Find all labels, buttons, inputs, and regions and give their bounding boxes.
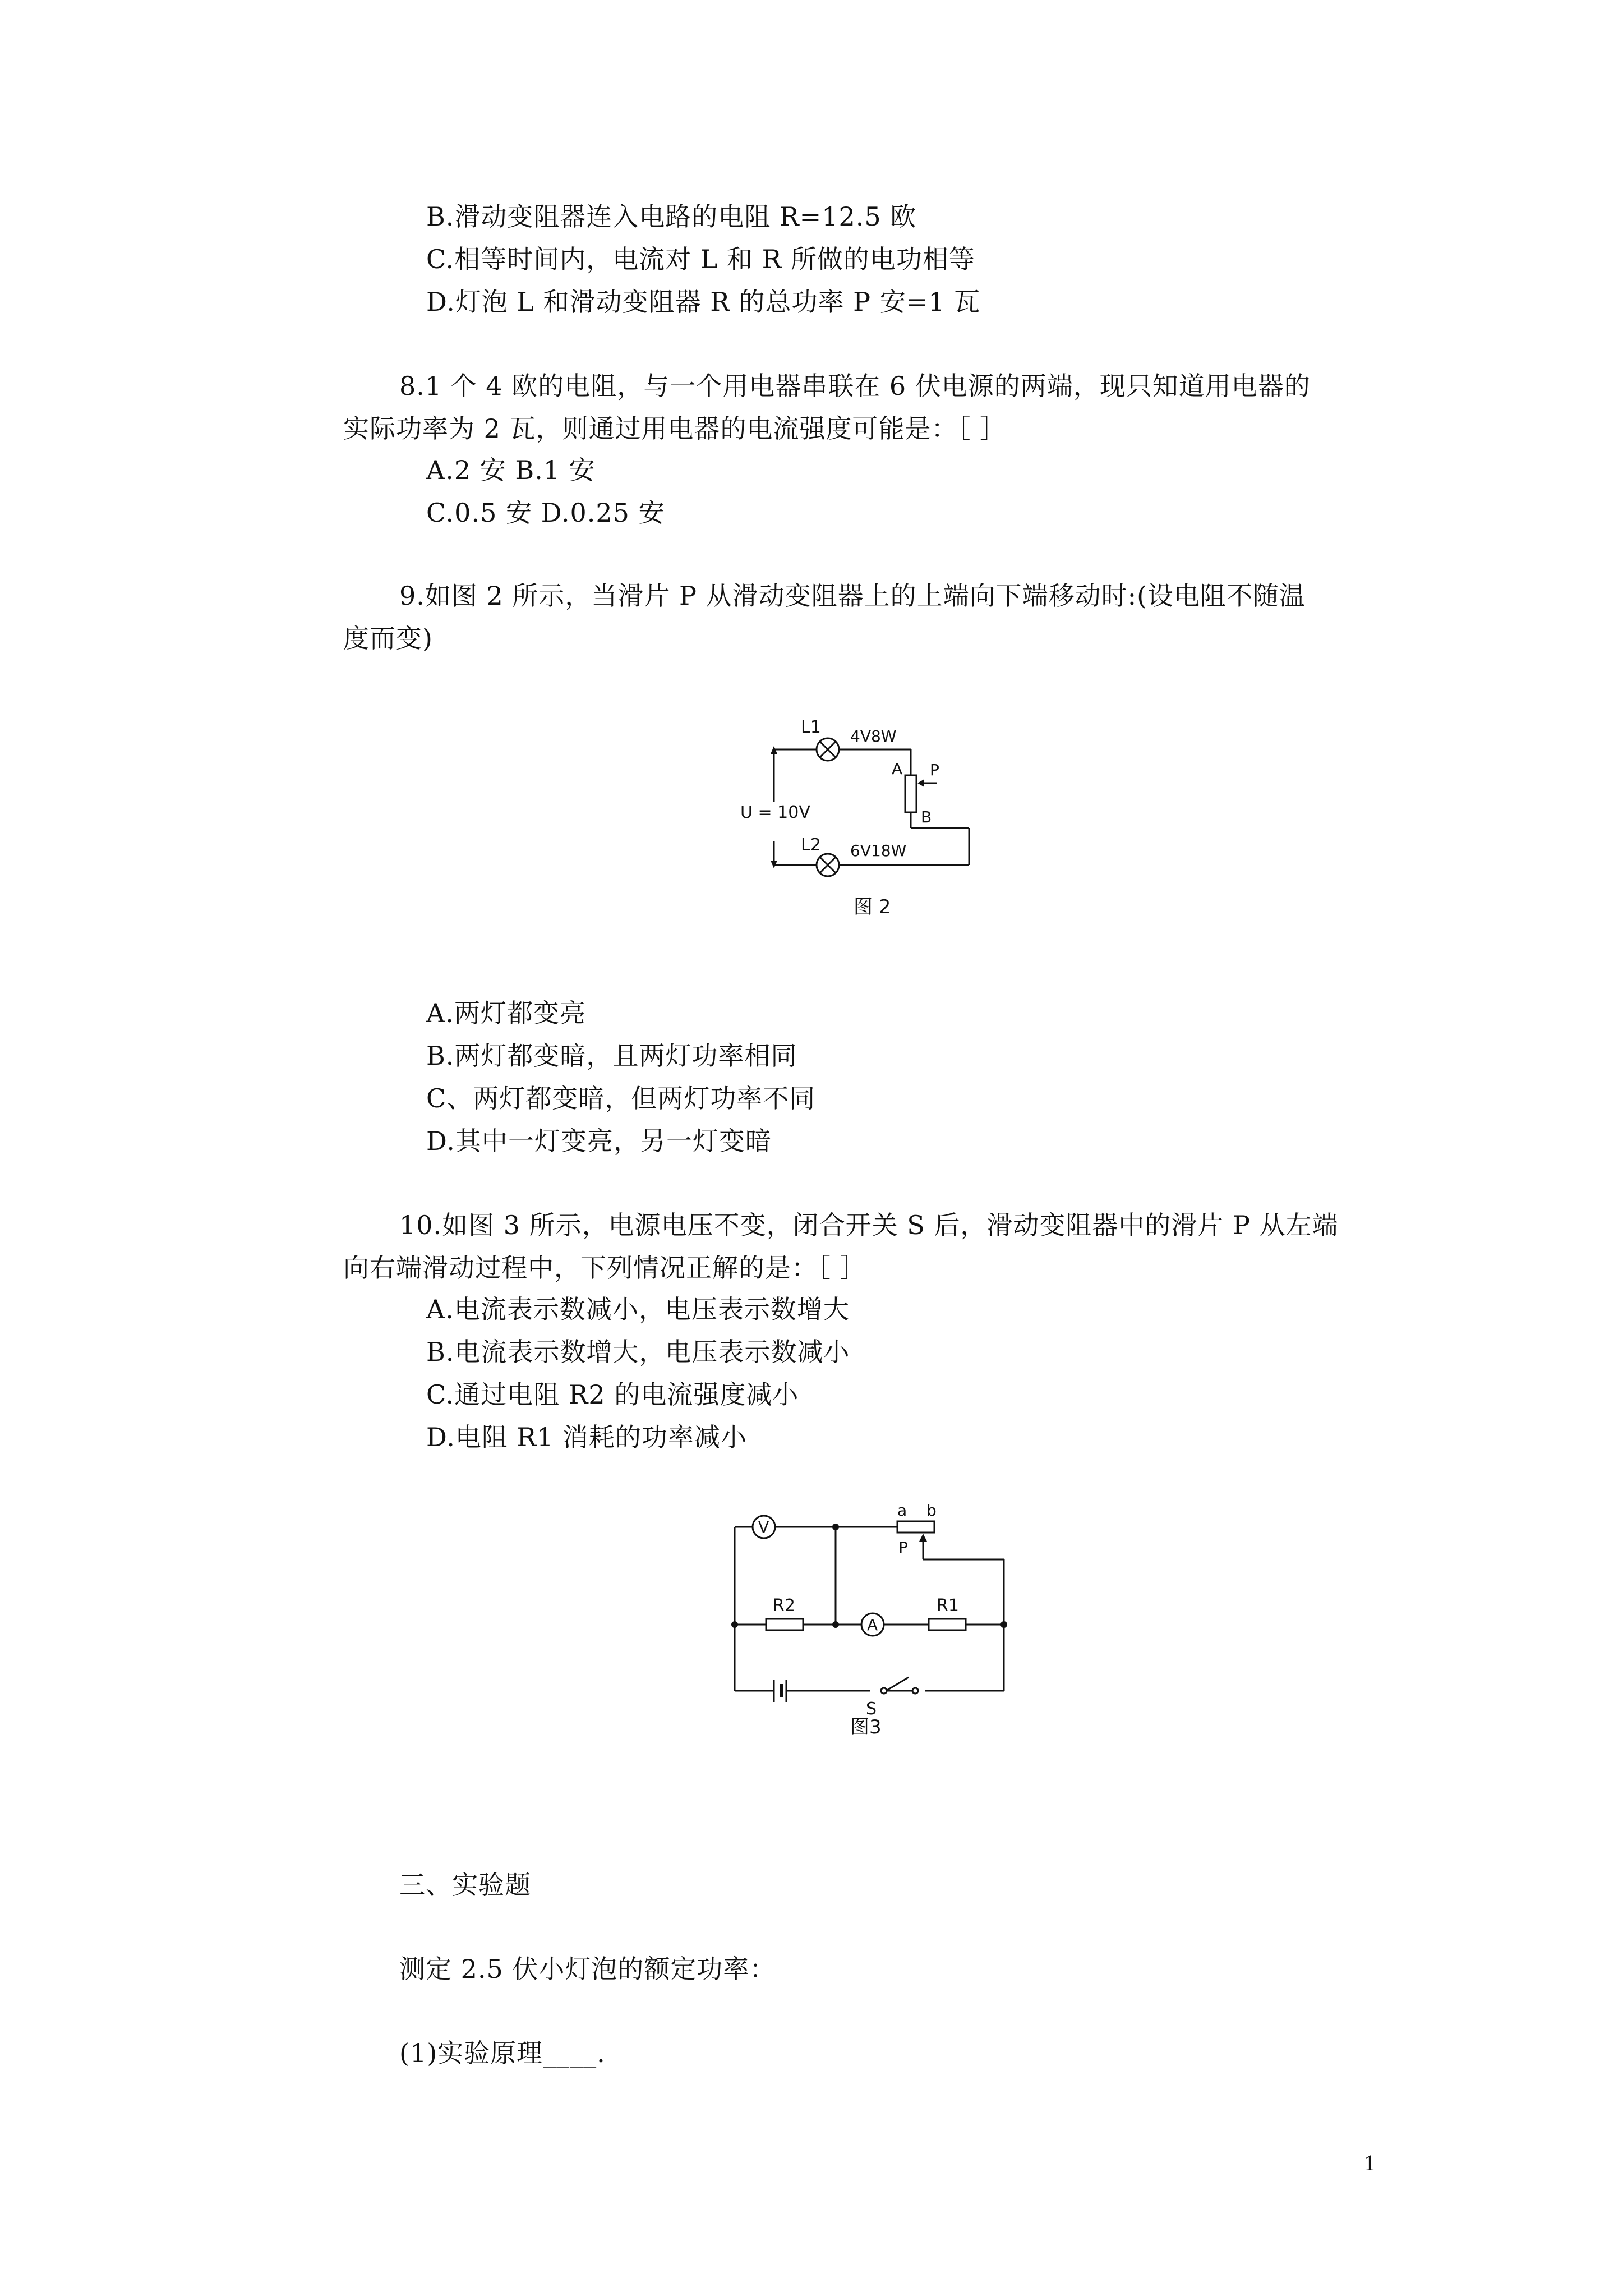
q8-stem-line2: 实际功率为 2 瓦，则通过用电器的电流强度可能是：［ ］: [343, 413, 1007, 444]
fig2-caption: 图 2: [854, 896, 891, 918]
q9-option-c: C、两灯都变暗，但两灯功率不同: [426, 1083, 816, 1114]
q10-option-c: C.通过电阻 R2 的电流强度减小: [426, 1379, 799, 1410]
q10-option-a: A.电流表示数减小，电压表示数增大: [426, 1294, 850, 1324]
fig3-label-r1: R1: [937, 1596, 959, 1616]
fig3-label-v: V: [758, 1518, 769, 1536]
q8-stem-line1: 8.1 个 4 欧的电阻，与一个用电器串联在 6 伏电源的两端，现只知道用电器的: [399, 371, 1311, 401]
q8-options-ab: A.2 安 B.1 安: [426, 455, 596, 485]
q10-stem-line1: 10.如图 3 所示，电源电压不变，闭合开关 S 后，滑动变阻器中的滑片 P 从左端: [399, 1210, 1339, 1240]
fig2-label-u: U = 10V: [740, 803, 810, 822]
fig3-label-s: S: [866, 1699, 877, 1719]
fig3-label-p: P: [898, 1538, 908, 1557]
q9-stem-line1: 9.如图 2 所示，当滑片 P 从滑动变阻器上的上端向下端移动时:(设电阻不随温: [399, 581, 1306, 611]
fig2-label-p: P: [930, 761, 939, 779]
q9-option-d: D.其中一灯变亮，另一灯变暗: [426, 1126, 772, 1156]
voltmeter-symbol: [753, 1516, 775, 1538]
fig3-label-a-terminal: a: [897, 1501, 907, 1520]
section3-heading: 三、实验题: [399, 1870, 531, 1900]
page-number: 1: [1364, 2150, 1375, 2175]
fig2-label-l2: L2: [801, 835, 821, 855]
ammeter-symbol: [861, 1613, 884, 1636]
figure-3-circuit: [723, 1492, 1021, 1750]
fig2-label-a: A: [892, 760, 903, 778]
q7-option-b: B.滑动变阻器连入电路的电阻 R=12.5 欧: [426, 201, 917, 232]
q7-option-c: C.相等时间内，电流对 L 和 R 所做的电功相等: [426, 244, 975, 274]
q8-options-cd: C.0.5 安 D.0.25 安: [426, 498, 665, 528]
fig2-label-l1: L1: [801, 717, 821, 737]
lamp-l1-symbol: [817, 738, 839, 761]
figure-2-circuit: [723, 712, 1015, 942]
q9-option-b: B.两灯都变暗，且两灯功率相同: [426, 1041, 797, 1071]
fig3-label-a: A: [867, 1616, 878, 1634]
q10-stem-line2: 向右端滑动过程中，下列情况正解的是：［ ］: [343, 1253, 866, 1283]
fig2-label-b: B: [921, 808, 932, 826]
q7-option-d: D.灯泡 L 和滑动变阻器 R 的总功率 P 安=1 瓦: [426, 287, 981, 317]
fig2-label-l1-rating: 4V8W: [850, 727, 897, 746]
q10-option-d: D.电阻 R1 消耗的功率减小: [426, 1422, 748, 1452]
fig2-label-l2-rating: 6V18W: [850, 841, 907, 860]
section3-intro: 测定 2.5 伏小灯泡的额定功率：: [399, 1954, 776, 1984]
fig3-label-r2: R2: [773, 1596, 795, 1616]
q9-stem-line2: 度而变): [343, 623, 433, 654]
lamp-l2-symbol: [817, 854, 839, 876]
section3-item1: (1)实验原理____.: [399, 2038, 606, 2068]
fig3-caption: 图3: [850, 1716, 882, 1738]
fig3-label-b-terminal: b: [926, 1501, 937, 1520]
q10-option-b: B.电流表示数增大，电压表示数减小: [426, 1337, 850, 1367]
q9-option-a: A.两灯都变亮: [426, 998, 586, 1028]
